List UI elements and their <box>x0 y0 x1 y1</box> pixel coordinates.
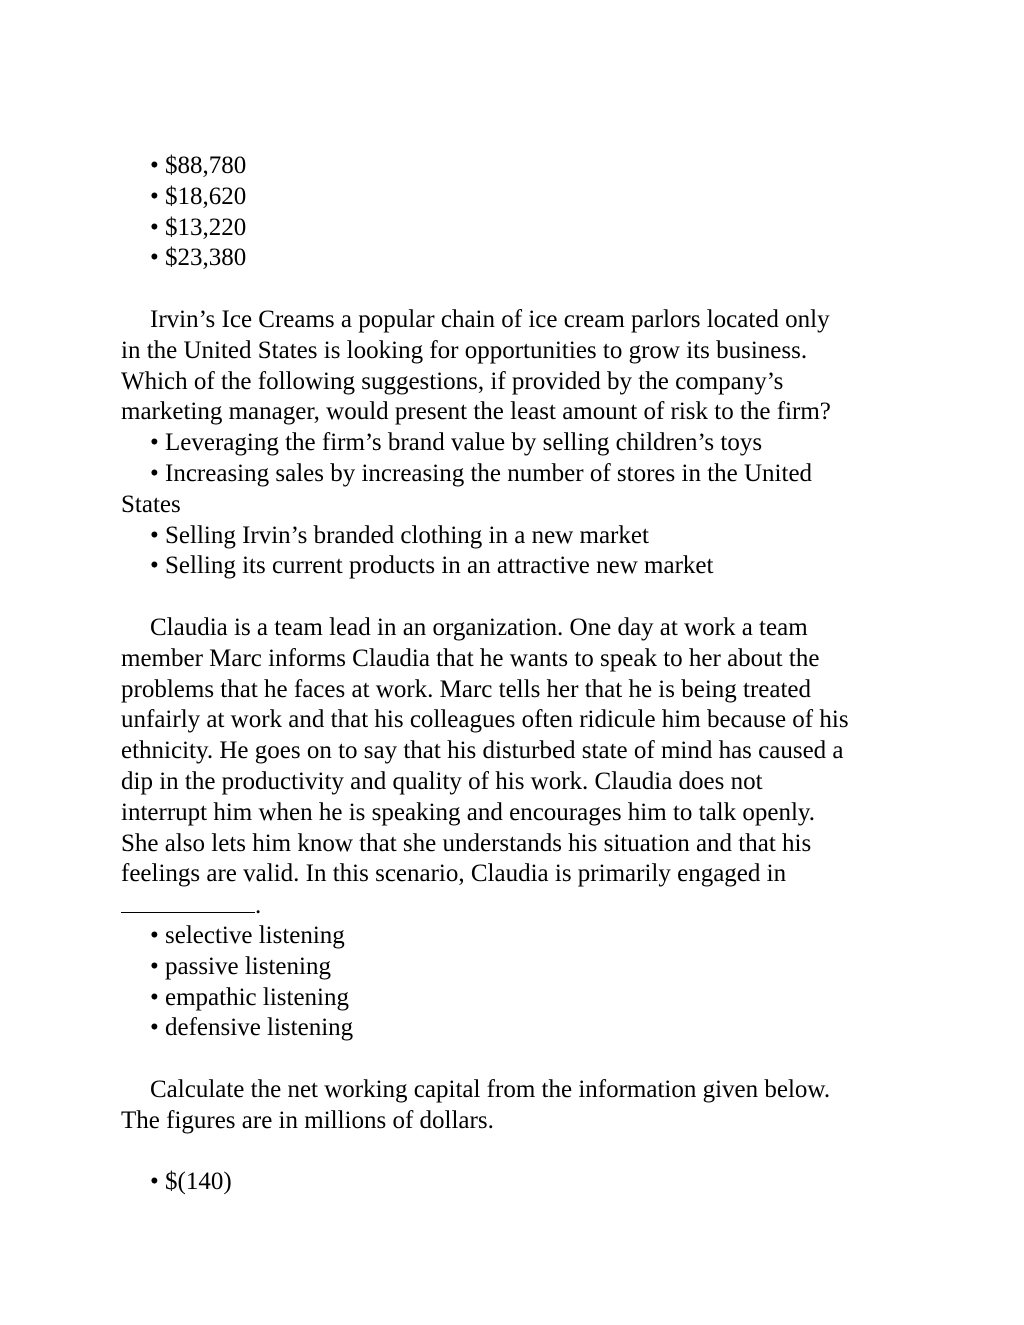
question-text-line: Which of the following suggestions, if provided by the company’s <box>121 367 784 395</box>
question-text-line: ethnicity. He goes on to say that his disturbed state of mind has caused a <box>121 737 844 765</box>
question-text-line: dip in the productivity and quality of his work. Claudia does not <box>121 767 763 795</box>
answer-options-group-1 <box>121 151 921 274</box>
answer-option: • Selling its current products in an attractive new market <box>150 552 714 580</box>
question-claudia-listening <box>121 613 921 1044</box>
answer-option: • $88,780 <box>150 152 247 179</box>
question-text-line: Irvin’s Ice Creams a popular chain of ice cream parlors located only <box>150 305 830 333</box>
question-text-line: in the United States is looking for opportunities to grow its business. <box>121 336 808 364</box>
question-text-line: Claudia is a team lead in an organization. One day at work a team <box>150 613 808 641</box>
answer-option: • Selling Irvin’s branded clothing in a new market <box>150 521 649 549</box>
question-text-line: interrupt him when he is speaking and encourages him to talk openly. <box>121 798 816 826</box>
fill-in-blank-line <box>121 890 921 921</box>
answer-option: • defensive listening <box>150 1014 354 1042</box>
question-text-line: member Marc informs Claudia that he wants to speak to her about the <box>121 644 820 672</box>
answer-option: • $13,220 <box>150 213 247 241</box>
question-text-line: Calculate the net working capital from the information given below. <box>150 1075 831 1103</box>
answer-option: • $18,620 <box>150 182 247 210</box>
question-text-line: problems that he faces at work. Marc tells her that he is being treated <box>121 675 812 703</box>
answer-option: • passive listening <box>150 952 331 980</box>
answer-option-continuation: States <box>121 490 181 518</box>
question-text-line: The figures are in millions of dollars. <box>121 1106 494 1134</box>
answer-option: • Increasing sales by increasing the number of stores in the United <box>150 459 813 487</box>
question-text-line: marketing manager, would present the least amount of risk to the firm? <box>121 398 831 426</box>
answer-option: • $23,380 <box>150 244 247 272</box>
answer-option: • $(140) <box>150 1168 232 1196</box>
question-text-line: She also lets him know that she understands his situation and that his <box>121 829 812 857</box>
question-text-line: feelings are valid. In this scenario, Claudia is primarily engaged in <box>121 860 787 888</box>
answer-blank <box>121 890 255 913</box>
answer-option: • Leveraging the firm’s brand value by selling children’s toys <box>150 429 763 457</box>
question-irvins-ice-creams <box>121 305 921 582</box>
answer-option: • empathic listening <box>150 983 349 1011</box>
question-text-line: unfairly at work and that his colleagues often ridicule him because of his <box>121 706 849 734</box>
question-net-working-capital <box>121 1075 921 1198</box>
blank-period: . <box>255 892 262 920</box>
document-body <box>121 151 921 1198</box>
answer-option: • selective listening <box>150 921 345 949</box>
